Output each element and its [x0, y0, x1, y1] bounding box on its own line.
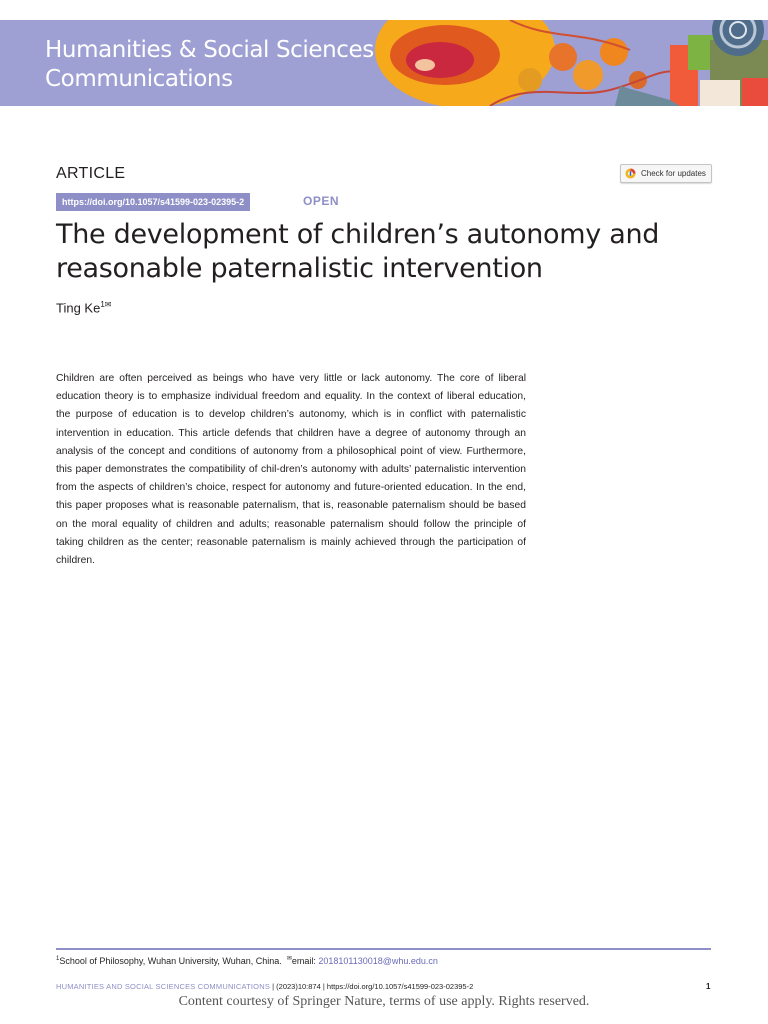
affiliation-text: School of Philosophy, Wuhan University, Wuhan, China. — [59, 956, 282, 966]
journal-name-line2: Communications — [45, 66, 233, 92]
crossmark-icon — [625, 168, 636, 179]
journal-name — [45, 36, 374, 94]
running-footer — [56, 982, 473, 991]
courtesy-watermark: Content courtesy of Springer Nature, terms of use apply. Rights reserved. — [178, 994, 590, 1009]
footer-journal-name: HUMANITIES AND SOCIAL SCIENCES COMMUNICATIONS — [56, 982, 271, 991]
article-title-line2: reasonable paternalistic intervention — [56, 253, 543, 284]
affiliation-footnote — [56, 955, 438, 966]
check-for-updates-button[interactable] — [620, 164, 712, 183]
email-icon: ✉ — [286, 956, 292, 962]
author-affiliation-marker: 1✉ — [100, 300, 112, 309]
journal-name-line1: Humanities & Social Sciences — [45, 37, 374, 63]
article-title — [56, 218, 716, 286]
footer-citation: | (2023)10:874 | https://doi.org/10.1057/s41599-023-02395-2 — [272, 982, 474, 991]
journal-banner — [0, 20, 768, 106]
author-line — [56, 300, 111, 315]
doi-link[interactable]: https://doi.org/10.1057/s41599-023-02395-2 — [56, 193, 250, 211]
footnote-divider — [56, 948, 711, 950]
open-access-label: OPEN — [303, 194, 340, 208]
check-for-updates-label: Check for updates — [641, 169, 706, 178]
email-link[interactable]: 2018101130018@whu.edu.cn — [318, 956, 438, 966]
article-title-line1: The development of children’s autonomy and — [56, 219, 660, 250]
page-number: 1 — [706, 982, 711, 991]
banner-artwork — [370, 20, 768, 106]
author-name[interactable]: Ting Ke — [56, 300, 101, 316]
article-type-label: ARTICLE — [56, 165, 126, 182]
email-label: email: — [291, 956, 319, 966]
abstract-text: Children are often perceived as beings who have very little or lack autonomy. The core of liberal education theory is to emphasize individual freedom and equality. In the context of liberal education, the purpose of education is to develop children’s autonomy, which is in conflict with paternalistic intervention in education. This article defends that children have a degree of autonomy through an analysis of the concept and conditions of autonomy from a philosophical point of view. Furthermore, this paper demonstrates the compatibility of chil-dren’s autonomy with adults’ paternalistic intervention from the aspects of children’s choice, respect for autonomy and future-oriented education. In the end, this paper proposes what is reasonable paternalism, that is, reasonable paternalism should be based on the moral equality of children and adults; reasonable paternalism should follow the principle of taking children as the center; reasonable paternalism is mainly achieved through the participation of children. — [56, 373, 526, 567]
affiliation-marker: 1 — [56, 956, 60, 962]
